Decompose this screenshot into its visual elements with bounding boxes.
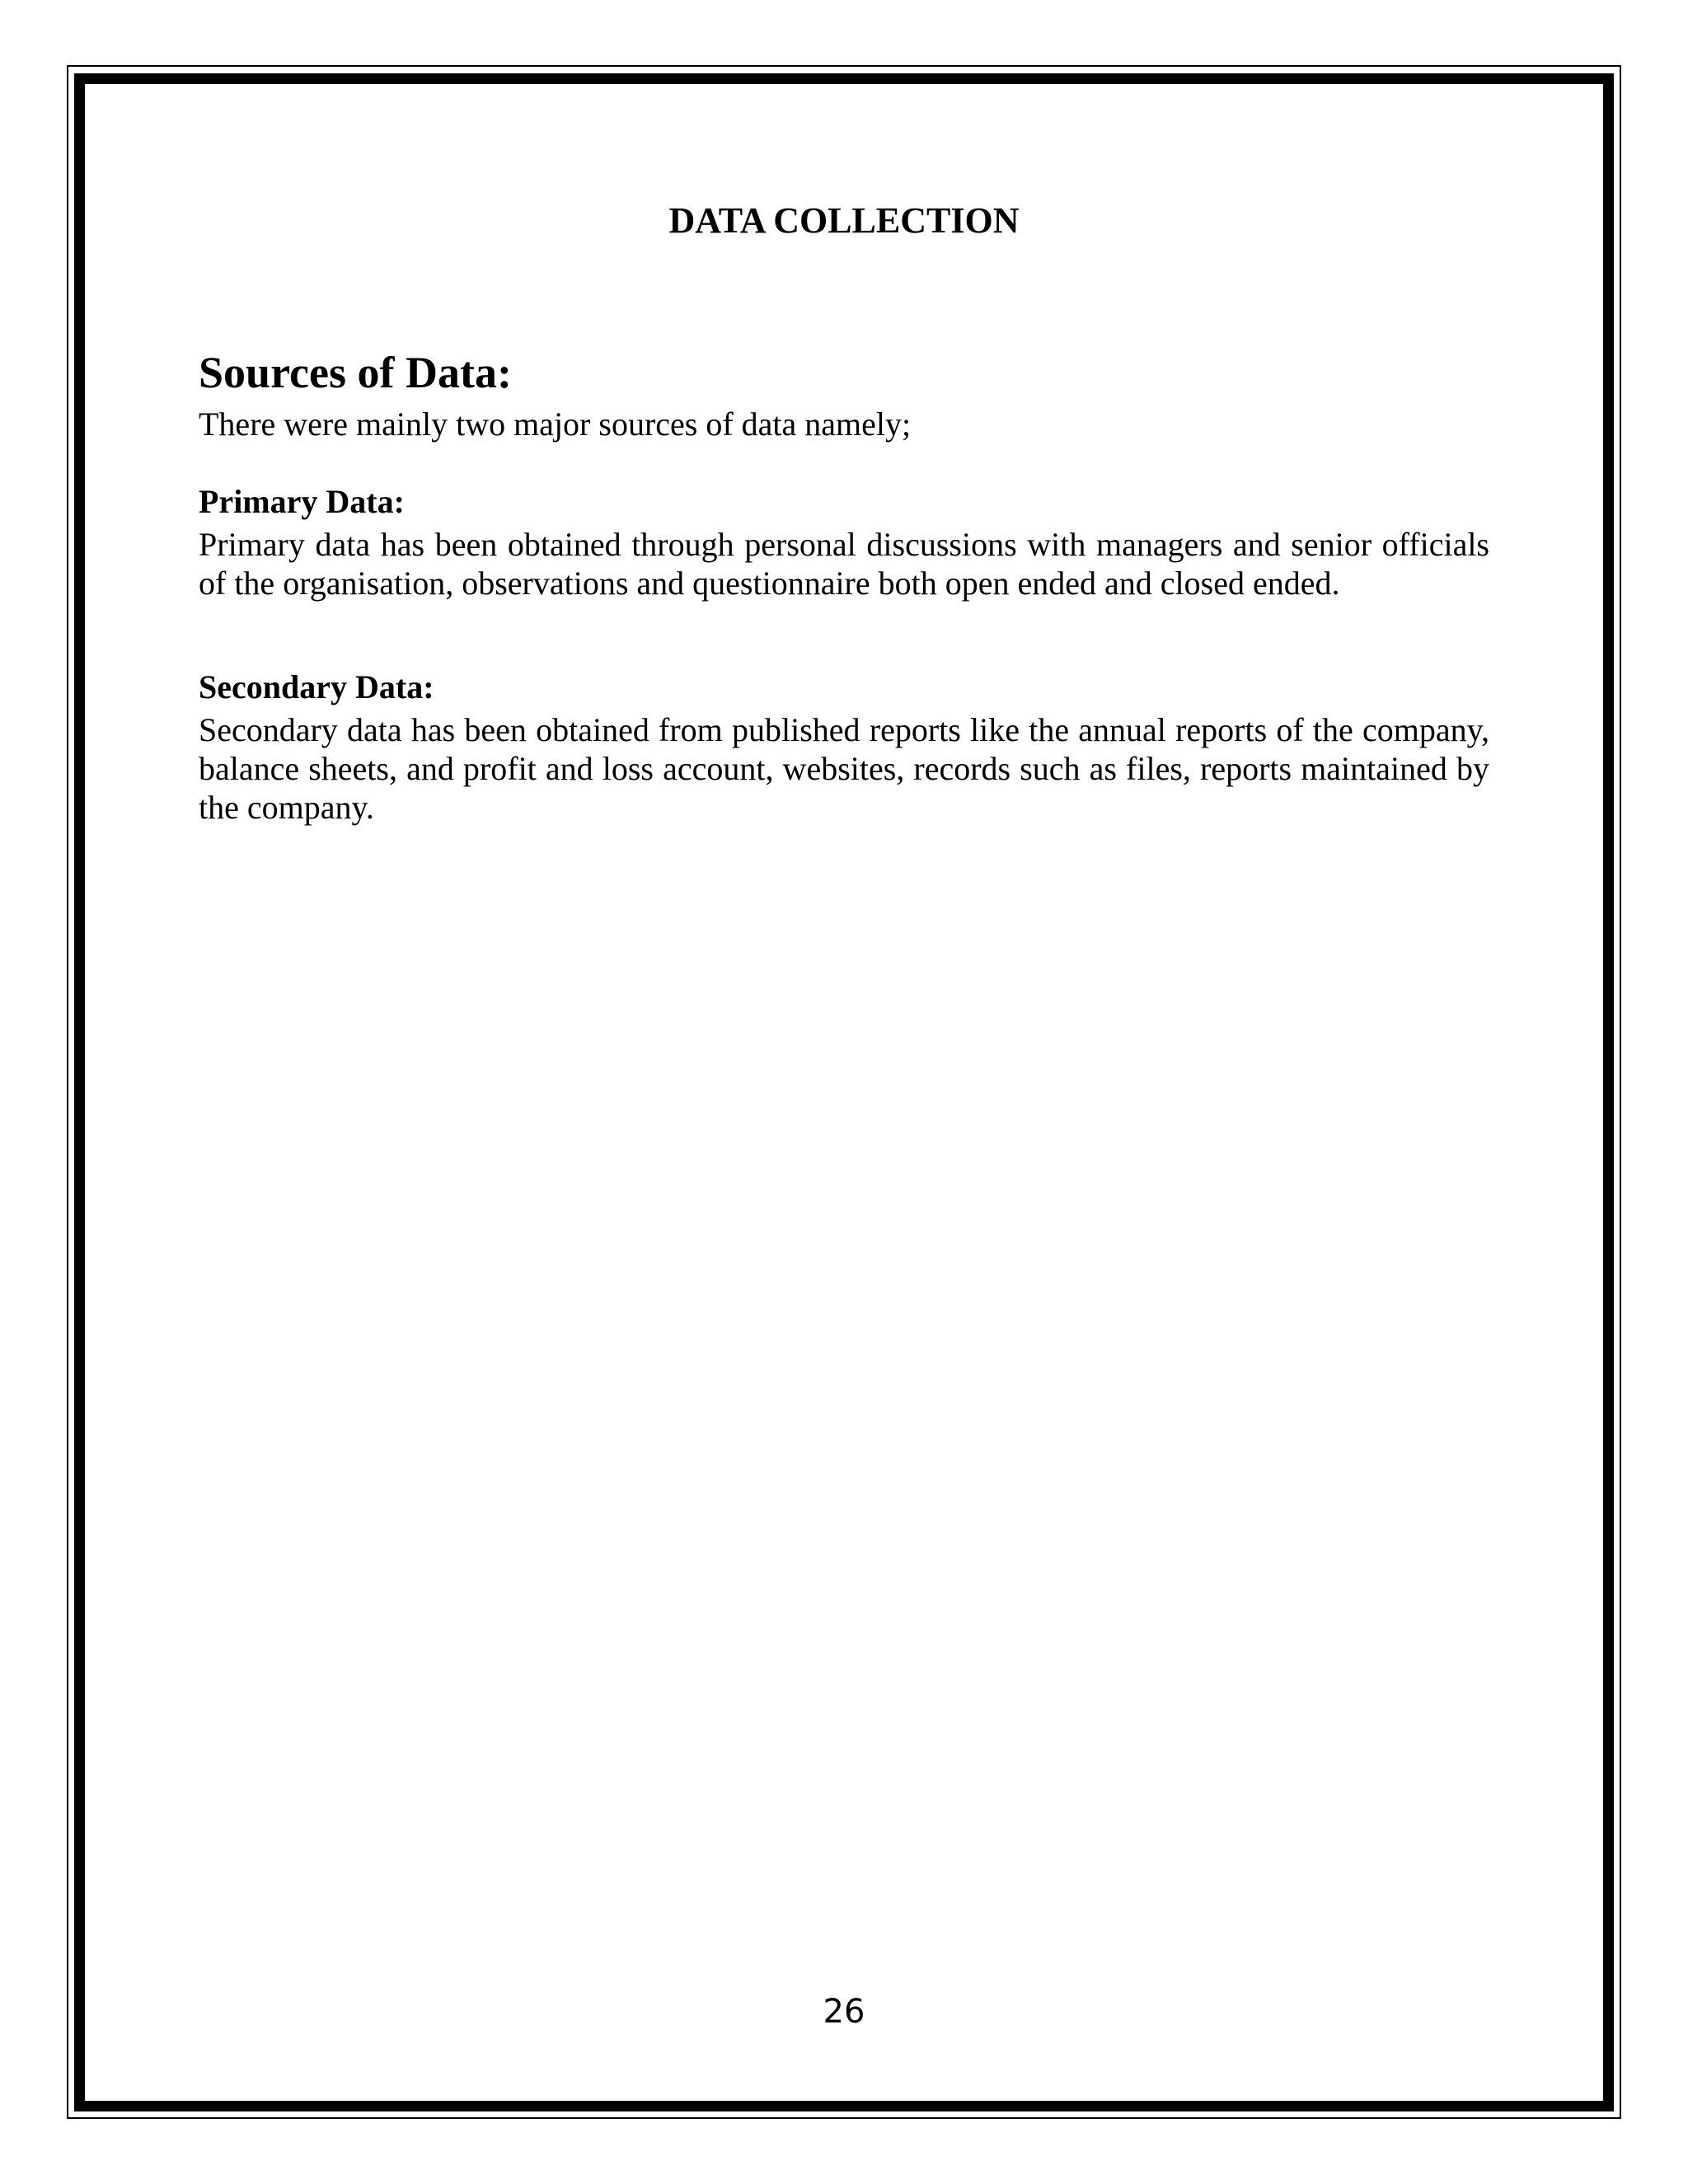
secondary-data-heading: Secondary Data:	[199, 668, 434, 705]
primary-data-heading: Primary Data:	[199, 483, 405, 520]
page-number: 26	[823, 1993, 865, 2031]
intro-paragraph: There were mainly two major sources of data namely;	[199, 405, 912, 443]
secondary-data-paragraph: Secondary data has been obtained from published reports like the annual reports of the company, balance sheets, and profit and loss account, websites, records such as files, reports maintained by the company.	[199, 711, 1489, 826]
page-title: DATA COLLECTION	[668, 200, 1020, 241]
primary-data-paragraph: Primary data has been obtained through personal discussions with managers and senior officials of the organisation, observations and questionnaire both open ended and closed ended.	[199, 526, 1489, 602]
section-heading: Sources of Data:	[199, 348, 512, 397]
